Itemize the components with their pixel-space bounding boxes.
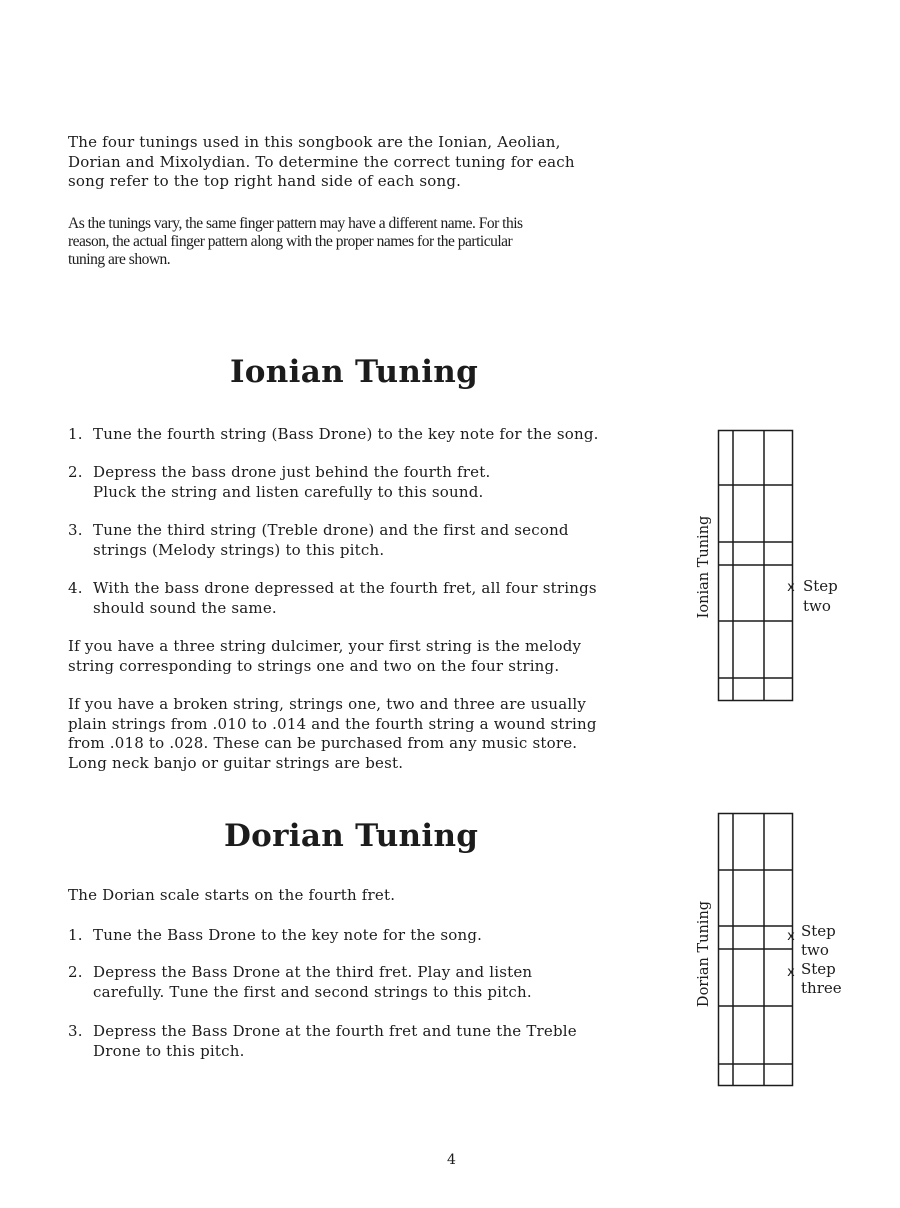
- text-line: Tune the Bass Drone to the key note for the song.: [93, 926, 483, 944]
- text-line: With the bass drone depressed at the fourth fret, all four strings: [93, 579, 597, 597]
- step-number: 4.: [68, 579, 83, 597]
- diagram-label: Ionian Tuning: [696, 515, 712, 619]
- step-number: 3.: [68, 1022, 83, 1040]
- step-mark-x-icon: x: [787, 580, 795, 595]
- text-line: Depress the Bass Drone at the third fret. Play and listen: [93, 963, 533, 981]
- text-line: should sound the same.: [93, 598, 277, 617]
- text-line: plain strings from .010 to .014 and the fourth string a wound string: [68, 714, 597, 733]
- text-line: Depress the Bass Drone at the fourth fret and tune the Treble: [93, 1022, 577, 1040]
- step-number: 1.: [68, 425, 83, 443]
- diagram-label: Dorian Tuning: [696, 900, 712, 1008]
- dorian-fretboard-diagram: [680, 808, 850, 1093]
- text-line: tuning are shown.: [68, 251, 171, 268]
- text-line: Depress the bass drone just behind the fourth fret.: [93, 463, 491, 481]
- text-line: Drone to this pitch.: [93, 1041, 245, 1060]
- text-line: string corresponding to strings one and two on the four string.: [68, 656, 560, 675]
- text-line: The four tunings used in this songbook are the Ionian, Aeolian,: [68, 133, 561, 151]
- step-label-line: Step: [801, 922, 836, 940]
- text-line: As the tunings vary, the same finger pattern may have a different name. For this: [68, 215, 523, 232]
- text-line: strings (Melody strings) to this pitch.: [93, 540, 385, 559]
- step-mark-x-icon: x: [787, 965, 795, 980]
- ionian-fretboard-diagram: [680, 425, 850, 710]
- step-number: 3.: [68, 521, 83, 539]
- step-mark-x-icon: x: [787, 929, 795, 944]
- step-number: 2.: [68, 463, 83, 481]
- page-number: 4: [447, 1152, 456, 1168]
- intro-paragraph-1: [68, 133, 668, 192]
- text-line: If you have a broken string, strings one, two and three are usually: [68, 695, 587, 713]
- step-label-line: Step: [801, 960, 836, 978]
- step-number: 1.: [68, 926, 83, 944]
- dorian-intro: The Dorian scale starts on the fourth fret.: [68, 886, 396, 904]
- step-label-line: two: [801, 941, 829, 959]
- text-line: from .018 to .028. These can be purchased from any music store.: [68, 734, 578, 752]
- step-label-line: two: [803, 597, 831, 615]
- step-label-line: Step: [803, 577, 838, 595]
- text-line: Tune the third string (Treble drone) and the first and second: [93, 521, 569, 539]
- ionian-paragraph-three-string: [68, 637, 668, 676]
- text-line: song refer to the top right hand side of each song.: [68, 172, 462, 190]
- step-number: 2.: [68, 963, 83, 981]
- text-line: If you have a three string dulcimer, your first string is the melody: [68, 637, 582, 655]
- text-line: Pluck the string and listen carefully to this sound.: [93, 482, 484, 501]
- ionian-title: Ionian Tuning: [230, 354, 479, 390]
- text-line: carefully. Tune the first and second strings to this pitch.: [93, 982, 532, 1001]
- text-line: Dorian and Mixolydian. To determine the correct tuning for each: [68, 152, 575, 171]
- text-line: Tune the fourth string (Bass Drone) to the key note for the song.: [93, 425, 599, 443]
- intro-paragraph-2: [68, 215, 668, 269]
- text-line: reason, the actual finger pattern along with the proper names for the particular: [68, 233, 513, 250]
- text-line: Long neck banjo or guitar strings are best.: [68, 753, 404, 772]
- step-label-line: three: [801, 979, 842, 997]
- dorian-title: Dorian Tuning: [224, 818, 479, 854]
- ionian-paragraph-broken-string: [68, 695, 668, 773]
